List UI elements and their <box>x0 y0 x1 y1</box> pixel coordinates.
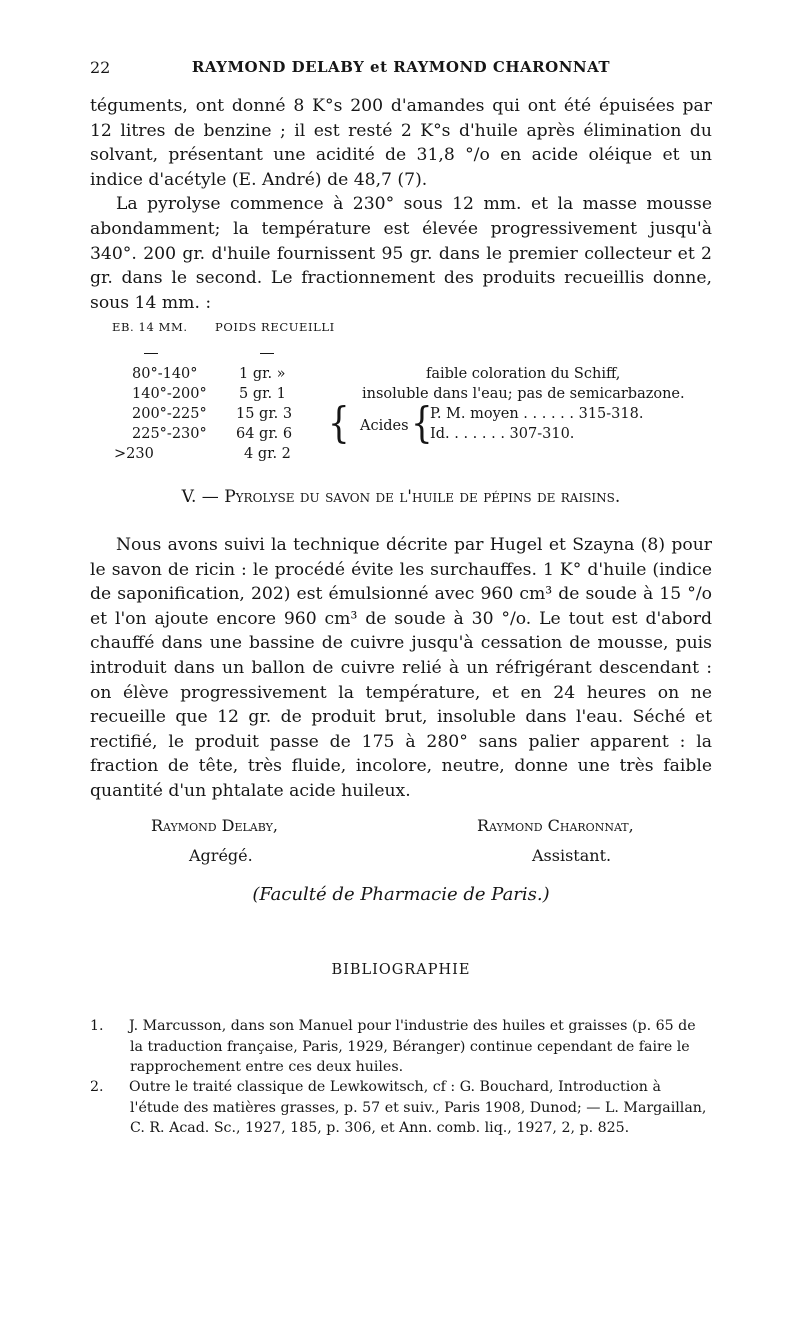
table-row-poids: 64 gr. 6 <box>236 426 293 442</box>
body-text-bottom <box>90 533 712 804</box>
page-number: 22 <box>90 58 111 77</box>
author-1-name: Raymond Delaby, <box>151 816 278 835</box>
note-insoluble: insoluble dans l'eau; pas de semicarbazone. <box>362 386 685 402</box>
table-row-poids: 5 gr. 1 <box>239 386 286 402</box>
table-row-eb: 80°-140° <box>132 366 198 382</box>
table-row-eb: 200°-225° <box>132 406 207 422</box>
acides-row-2: Id. . . . . . . 307-310. <box>430 426 575 442</box>
author-1-title: Agrégé. <box>189 846 253 865</box>
bibliography-entry <box>90 1016 712 1078</box>
author-2-name: Raymond Charonnat, <box>477 816 634 835</box>
acides-label: Acides <box>360 418 409 434</box>
left-brace: { <box>328 398 350 449</box>
author-2-title: Assistant. <box>532 846 612 865</box>
column-dash-eb <box>144 353 158 354</box>
pyrolysis-paragraph: La pyrolyse commence à 230° sous 12 mm. et la masse mousse abondamment; la température est élevée progressivement jusqu'à 340°. 200 gr. d'huile fournissent 95 gr. dans le premier collecteur et 2 gr. dans le second. Le fractionnement des produits recueillis donne, sous 14 mm. : <box>90 194 712 313</box>
bibliography-entry <box>90 1077 712 1139</box>
fractionation-table <box>112 320 702 470</box>
reference-text: J. Marcusson, dans son Manuel pour l'industrie des huiles et graisses (p. 65 de la traduction française, Paris, 1929, Béranger) continue cependant de faire le rapprochement entre ces deux huiles. <box>129 1018 696 1075</box>
bibliography-title: BIBLIOGRAPHIE <box>331 962 471 978</box>
column-dash-poids <box>260 353 274 354</box>
affiliation: (Faculté de Pharmacie de Paris.) <box>252 884 550 905</box>
savon-paragraph: Nous avons suivi la technique décrite par Hugel et Szayna (8) pour le savon de ricin : le procédé évite les surchauffes. 1 K° d'huile (indice de saponification, 202) est émulsionné avec 960 cm³ de soude à 15 °/o et l'on ajoute encore 960 cm³ de soude à 30 °/o. Le tout est d'abord chauffé dans une bassine de cuivre jusqu'à cessation de mousse, puis introduit dans un ballon de cuivre relié à un réfrigérant descendant : on élève progressivement la température, et en 24 heures on ne recueille que 12 gr. de produit brut, insoluble dans l'eau. Séché et rectifié, le produit passe de 175 à 280° sans palier apparent : la fraction de tête, très fluide, incolore, neutre, donne une très faible quantité d'un phtalate acide huileux. <box>90 535 712 801</box>
reference-number: 2. <box>90 1079 104 1095</box>
column-header-eb: EB. 14 MM. <box>112 320 188 334</box>
body-text-top <box>90 94 712 315</box>
column-header-poids: POIDS RECUEILLI <box>215 320 335 334</box>
table-row-eb: >230 <box>114 446 154 462</box>
section-title: V. — Pyrolyse du savon de l'huile de pépins de raisins. <box>181 487 621 507</box>
table-row-poids: 1 gr. » <box>239 366 286 382</box>
table-row-poids: 4 gr. 2 <box>244 446 291 462</box>
table-row-eb: 140°-200° <box>132 386 207 402</box>
table-row-eb: 225°-230° <box>132 426 207 442</box>
reference-number: 1. <box>90 1018 104 1034</box>
right-brace: { <box>411 398 433 449</box>
running-head: RAYMOND DELABY et RAYMOND CHARONNAT <box>191 58 611 76</box>
page-header <box>90 58 712 84</box>
intro-paragraph: téguments, ont donné 8 K°s 200 d'amandes qui ont été épuisées par 12 litres de benzine ; il est resté 2 K°s d'huile après élimination du solvant, présentant une acidité de 31,8 °/o en acide oléique et un indice d'acétyle (E. André) de 48,7 (7). <box>90 96 712 190</box>
note-schiff: faible coloration du Schiff, <box>426 366 621 382</box>
table-row-poids: 15 gr. 3 <box>236 406 293 422</box>
reference-text: Outre le traité classique de Lewkowitsch, cf : G. Bouchard, Introduction à l'étude des matières grasses, p. 57 et suiv., Paris 1908, Dunod; — L. Margaillan, C. R. Acad. Sc., 1927, 185, p. 306, et Ann. comb. liq., 1927, 2, p. 825. <box>129 1079 707 1136</box>
acides-row-1: P. M. moyen . . . . . . 315-318. <box>430 406 644 422</box>
